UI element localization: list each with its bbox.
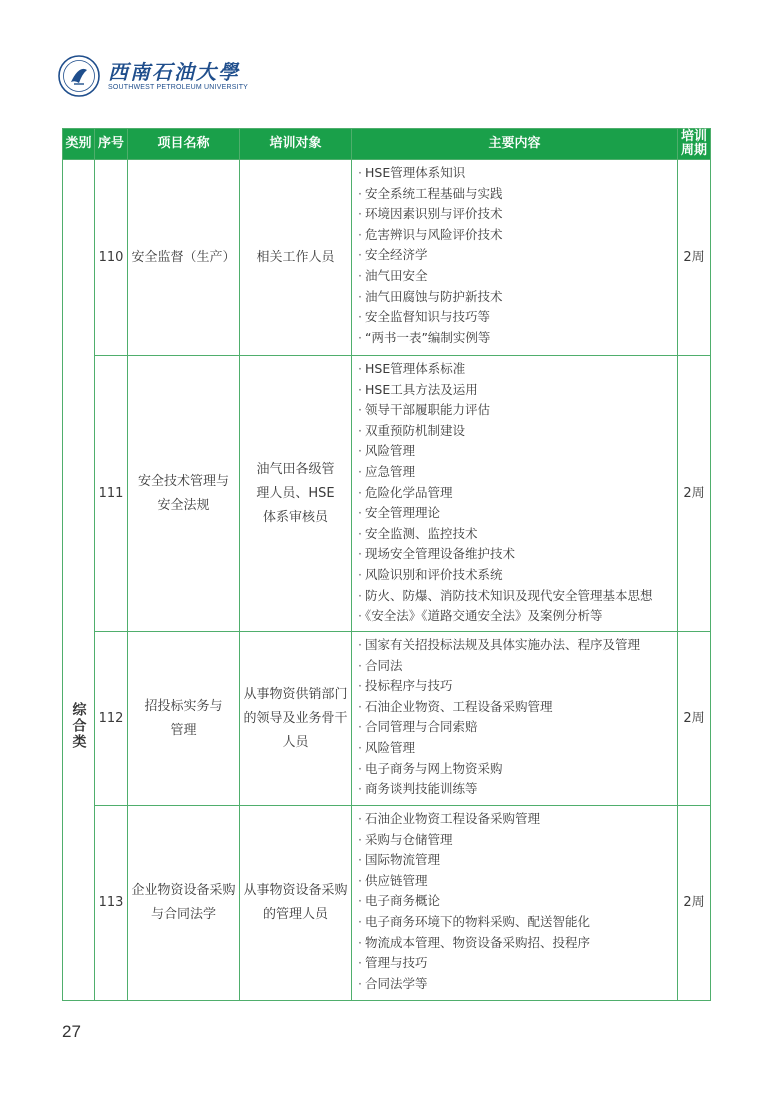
university-seal-icon bbox=[58, 55, 100, 97]
header-number: 序号 bbox=[95, 129, 128, 160]
content-item: · 采购与仓储管理 bbox=[358, 831, 453, 847]
content-item: · HSE管理体系知识 bbox=[358, 165, 466, 180]
row-target-text: 从事物资设备采购的管理人员 bbox=[243, 883, 348, 922]
table-row bbox=[63, 632, 711, 806]
content-item: · 合同法学等 bbox=[358, 975, 428, 991]
header-period: 培训周期 bbox=[678, 129, 711, 160]
header-category: 类别 bbox=[63, 129, 95, 160]
row-content bbox=[352, 356, 678, 632]
table-header-row bbox=[63, 129, 711, 160]
course-table bbox=[62, 128, 711, 1001]
content-item: · 安全系统工程基础与实践 bbox=[358, 185, 503, 201]
content-item: · 应急管理 bbox=[358, 463, 415, 479]
row-period: 2周 bbox=[678, 160, 711, 356]
content-item: · 物流成本管理、物资设备采购招、投程序 bbox=[358, 934, 590, 950]
row-name bbox=[128, 806, 240, 1001]
content-item: · HSE工具方法及运用 bbox=[358, 381, 478, 397]
content-item: · 油气田腐蚀与防护新技术 bbox=[358, 288, 503, 304]
category-cell bbox=[63, 160, 95, 1001]
content-item: · 投标程序与技巧 bbox=[358, 678, 453, 694]
content-item: · 合同管理与合同索赔 bbox=[358, 719, 478, 735]
row-name bbox=[128, 356, 240, 632]
content-item: · 电子商务与网上物资采购 bbox=[358, 760, 503, 776]
content-item: · 石油企业物资、工程设备采购管理 bbox=[358, 698, 553, 714]
page-header bbox=[58, 52, 248, 100]
table-row bbox=[63, 806, 711, 1001]
row-number: 113 bbox=[95, 806, 128, 1001]
content-item: · 管理与技巧 bbox=[358, 955, 428, 971]
content-item: · 安全监测、监控技术 bbox=[358, 525, 478, 541]
content-item: · 石油企业物资工程设备采购管理 bbox=[358, 811, 540, 826]
content-item: · 风险管理 bbox=[358, 443, 415, 459]
content-item: · 双重预防机制建设 bbox=[358, 422, 465, 438]
row-target bbox=[240, 160, 352, 356]
row-target bbox=[240, 632, 352, 806]
content-item: · 安全管理理论 bbox=[358, 505, 440, 521]
row-name-text: 安全监督（生产） bbox=[131, 249, 236, 265]
table-row bbox=[63, 160, 711, 356]
row-name bbox=[128, 632, 240, 806]
row-content bbox=[352, 806, 678, 1001]
university-name-cn: 西南石油大學 bbox=[108, 60, 240, 84]
header-content: 主要内容 bbox=[352, 129, 678, 160]
row-period: 2周 bbox=[678, 806, 711, 1001]
row-target-text: 相关工作人员 bbox=[256, 249, 335, 265]
content-item: · 环境因素识别与评价技术 bbox=[358, 206, 503, 222]
header-name: 项目名称 bbox=[128, 129, 240, 160]
row-name-text: 招投标实务与管理 bbox=[144, 698, 223, 738]
row-name-text: 企业物资设备采购与合同法学 bbox=[131, 883, 236, 922]
content-item: · 风险管理 bbox=[358, 739, 415, 755]
page-number: 27 bbox=[62, 1022, 81, 1041]
row-target-text: 油气田各级管理人员、HSE体系审核员 bbox=[256, 461, 335, 525]
row-period: 2周 bbox=[678, 632, 711, 806]
row-target-text: 从事物资供销部门的领导及业务骨干人员 bbox=[243, 686, 348, 750]
row-target bbox=[240, 356, 352, 632]
content-item: · 防火、防爆、消防技术知识及现代安全管理基本思想 bbox=[358, 587, 653, 603]
row-number: 110 bbox=[95, 160, 128, 356]
university-logo-text bbox=[108, 61, 248, 91]
university-name-en: SOUTHWEST PETROLEUM UNIVERSITY bbox=[108, 84, 249, 91]
content-item: · 电子商务环境下的物料采购、配送智能化 bbox=[358, 913, 590, 929]
content-item: · 电子商务概论 bbox=[358, 893, 440, 909]
row-number: 111 bbox=[95, 356, 128, 632]
content-item: · HSE管理体系标准 bbox=[358, 361, 466, 376]
row-number: 112 bbox=[95, 632, 128, 806]
category-label: 综合类 bbox=[70, 701, 87, 750]
content-item: · 国际物流管理 bbox=[358, 852, 440, 868]
header-target: 培训对象 bbox=[240, 129, 352, 160]
content-item: · 商务谈判技能训练等 bbox=[358, 781, 478, 797]
row-content bbox=[352, 632, 678, 806]
row-name-text: 安全技术管理与安全法规 bbox=[137, 473, 229, 513]
content-item: · “两书一表”编制实例等 bbox=[358, 329, 491, 345]
content-item: · 危险化学品管理 bbox=[358, 484, 453, 500]
content-item: · 现场安全管理设备维护技术 bbox=[358, 546, 515, 562]
row-name bbox=[128, 160, 240, 356]
row-period: 2周 bbox=[678, 356, 711, 632]
row-target bbox=[240, 806, 352, 1001]
content-item: · 安全经济学 bbox=[358, 247, 428, 263]
content-item: · 危害辨识与风险评价技术 bbox=[358, 226, 503, 242]
content-item: · 《安全法》《道路交通安全法》及案例分析等 bbox=[358, 608, 603, 624]
content-item: · 合同法 bbox=[358, 657, 403, 673]
row-content bbox=[352, 160, 678, 356]
content-item: · 领导干部履职能力评估 bbox=[358, 402, 490, 418]
table-row bbox=[63, 356, 711, 632]
content-item: · 安全监督知识与技巧等 bbox=[358, 309, 490, 325]
content-item: · 风险识别和评价技术系统 bbox=[358, 566, 503, 582]
content-item: · 油气田安全 bbox=[358, 267, 428, 283]
content-item: · 国家有关招投标法规及具体实施办法、程序及管理 bbox=[358, 637, 640, 652]
content-item: · 供应链管理 bbox=[358, 872, 428, 888]
